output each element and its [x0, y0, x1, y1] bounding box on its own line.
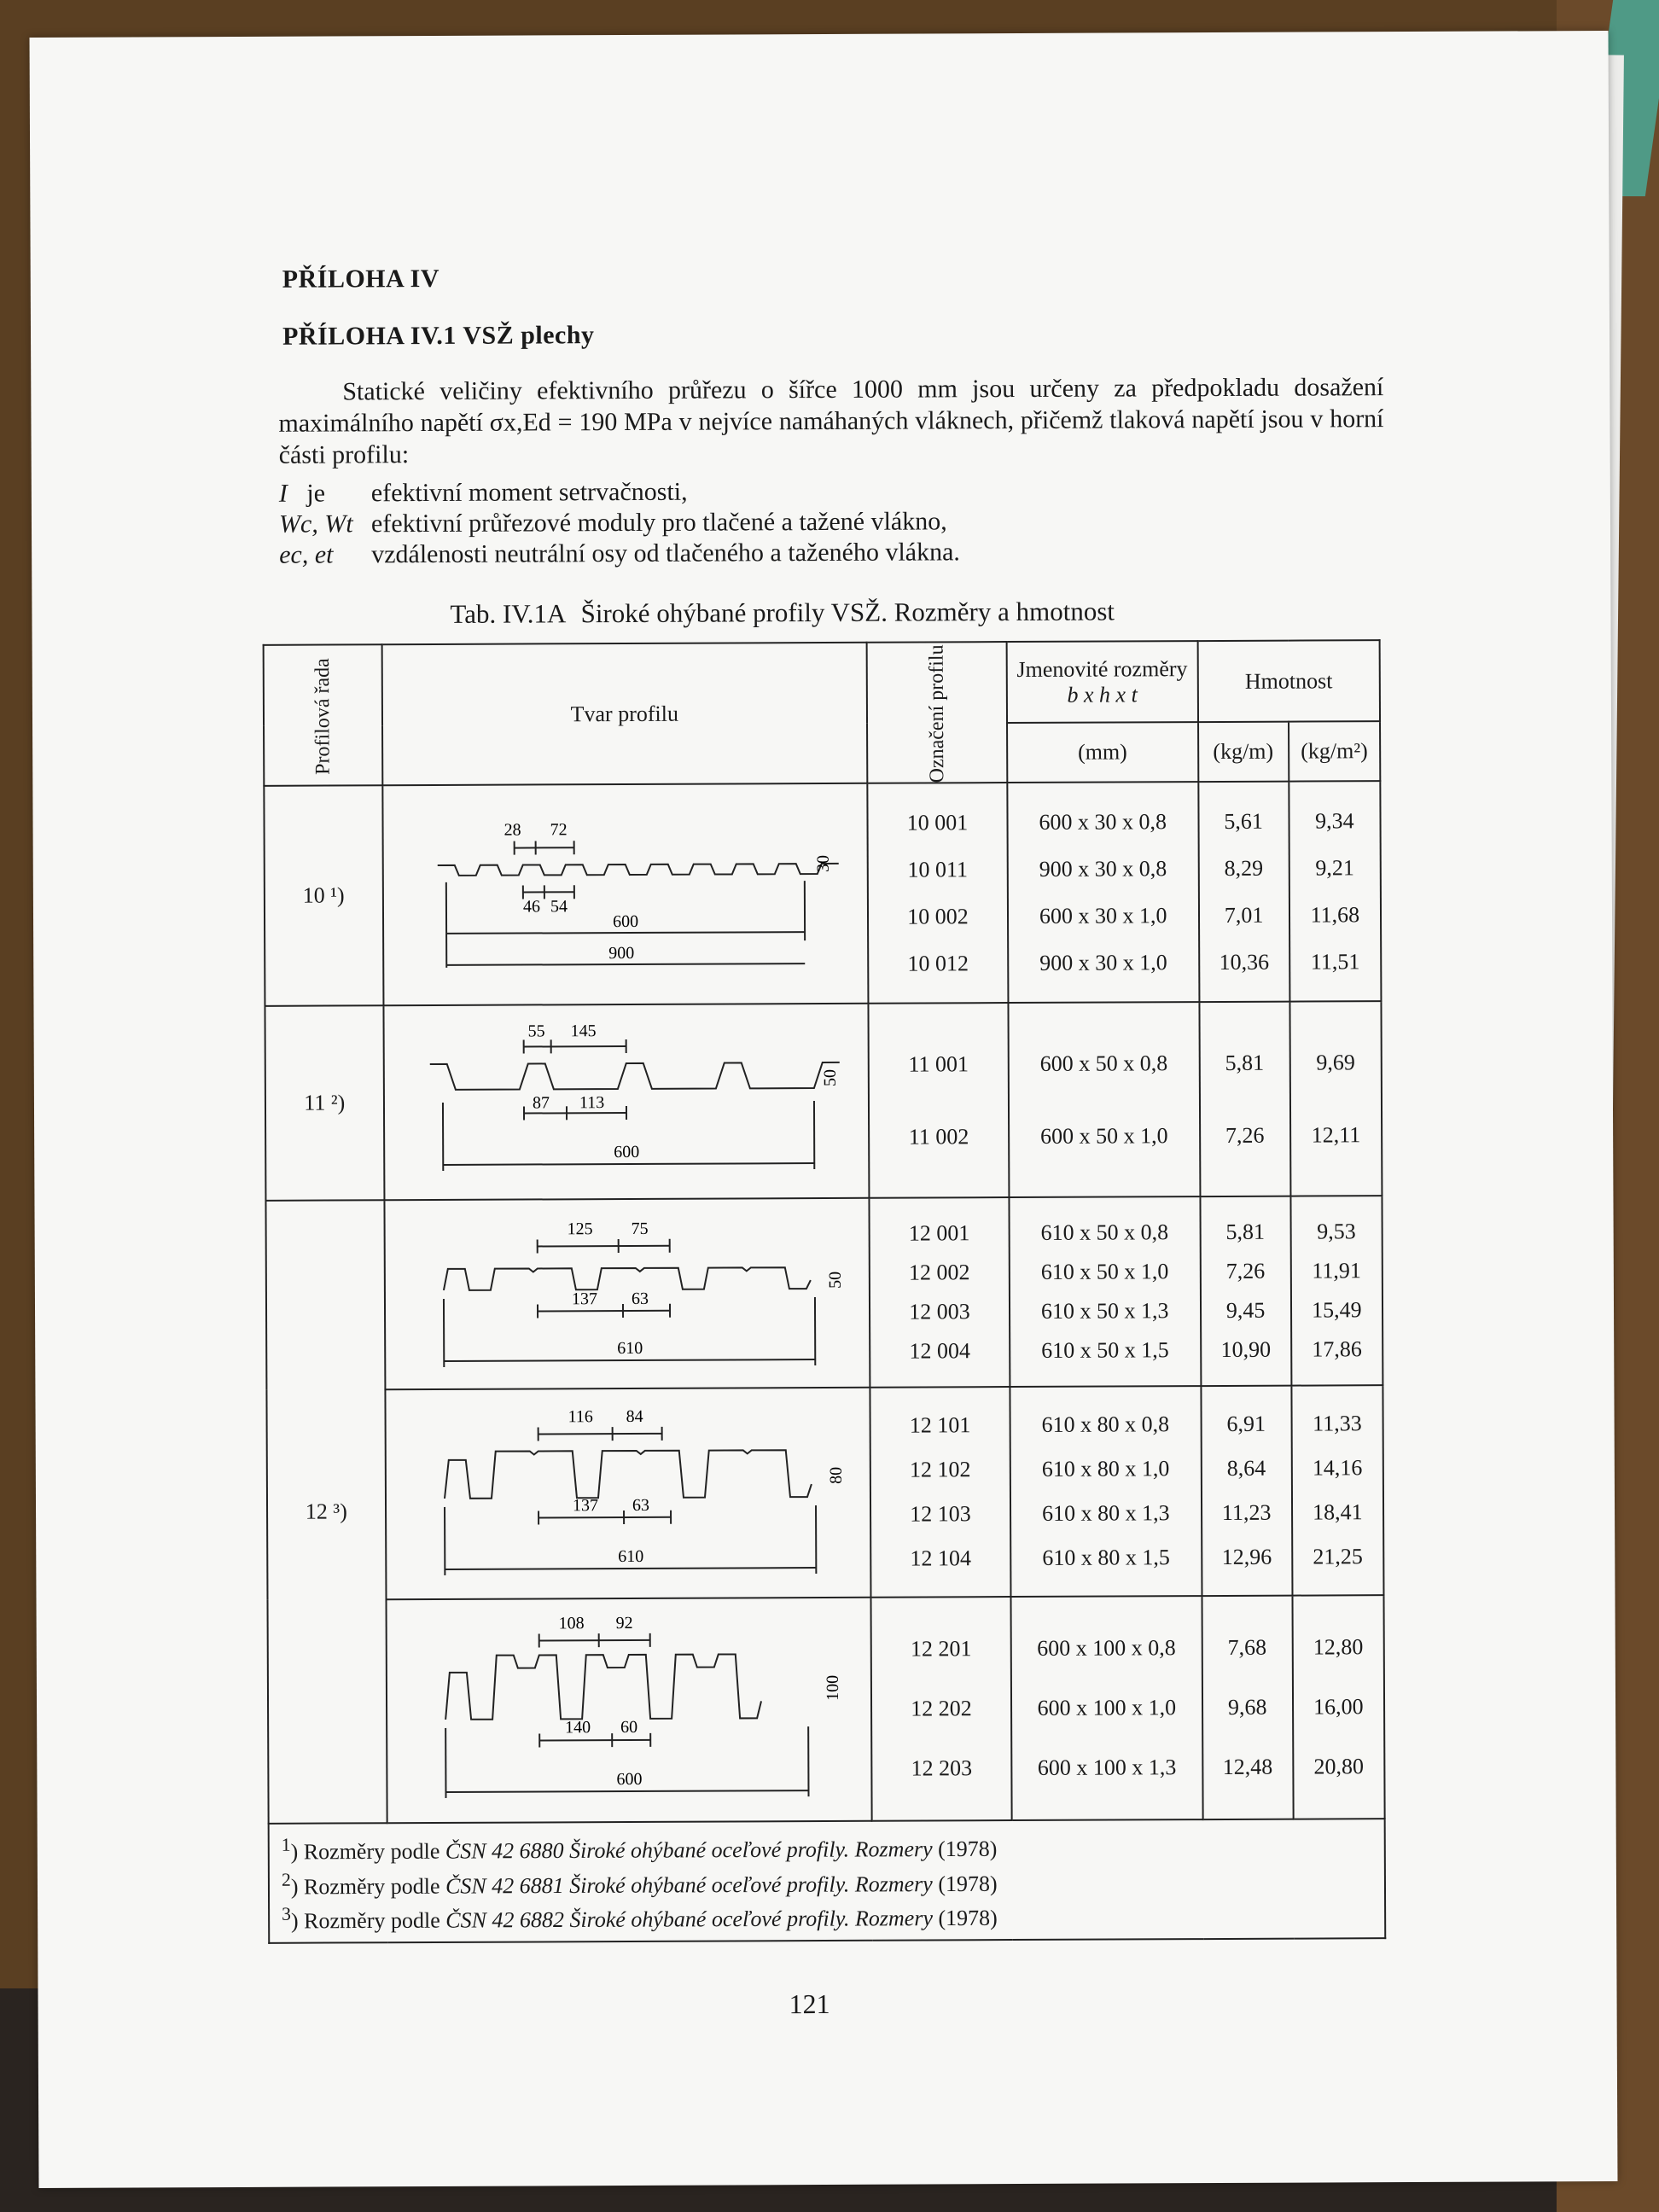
dim-bottom-b: 113	[579, 1093, 605, 1113]
dim-height: 30	[813, 854, 833, 873]
dim-bottom-a: 87	[532, 1093, 550, 1113]
mass-kgm2-cell: 9,69 12,11	[1289, 1001, 1382, 1196]
definition-row	[279, 506, 960, 539]
dim-bottom-b: 60	[620, 1717, 637, 1738]
dim-bottom-b: 63	[632, 1495, 649, 1515]
dim-top-b: 84	[626, 1406, 643, 1427]
dim-width-1: 600	[613, 1142, 640, 1162]
dim-top-b: 72	[550, 820, 568, 840]
mass-kgm-cell: 5,61 8,29 7,01 10,36	[1198, 782, 1289, 1002]
table-row	[265, 1196, 1382, 1390]
header-series: Profilová řada	[264, 644, 382, 786]
header-unit-kgm: (kg/m)	[1198, 722, 1289, 782]
footnotes	[269, 1819, 1386, 1943]
profile-drawing-cell	[382, 783, 868, 1005]
table-row	[268, 1595, 1385, 1824]
dimensions-cell: 610 x 80 x 0,8 610 x 80 x 1,0 610 x 80 x 1,3 610 x 80 x 1,5	[1010, 1386, 1202, 1597]
header-shape: Tvar profilu	[381, 643, 867, 785]
dim-top-b: 92	[615, 1613, 633, 1633]
dimensions-cell: 600 x 100 x 0,8 600 x 100 x 1,0 600 x 100 x 1,3	[1010, 1596, 1202, 1820]
definition-text: efektivní moment setrvačnosti,	[370, 477, 688, 508]
dim-width-1: 600	[612, 911, 638, 932]
dim-top-a: 125	[567, 1220, 593, 1239]
dimensions-cell: 610 x 50 x 0,8 610 x 50 x 1,0 610 x 50 x 1,3 610 x 50 x 1,5	[1009, 1196, 1201, 1387]
dim-height: 50	[820, 1068, 840, 1087]
header-unit-kgm2: (kg/m²)	[1289, 721, 1381, 781]
table-row	[264, 781, 1381, 1006]
dimensions-cell: 600 x 30 x 0,8 900 x 30 x 0,8 600 x 30 x 1,0 900 x 30 x 1,0	[1007, 782, 1199, 1003]
document-page	[30, 31, 1618, 2188]
intro-paragraph	[278, 371, 1383, 471]
header-unit-mm: (mm)	[1007, 722, 1198, 783]
header-designation: Označení profilu	[867, 642, 1008, 783]
definition-row	[279, 475, 960, 509]
definition-text: efektivní průřezové moduly pro tlačené a tažené vlákno,	[370, 507, 947, 538]
series-cell: 12 ³)	[265, 1200, 387, 1824]
dim-top-a: 116	[568, 1407, 593, 1427]
dim-width-1: 600	[616, 1769, 643, 1790]
definition-symbol: I je	[278, 479, 326, 508]
designation-cell: 11 001 11 002	[868, 1003, 1009, 1198]
dim-top-b: 75	[631, 1219, 649, 1238]
dim-width-1: 610	[618, 1546, 644, 1567]
definition-row	[279, 537, 960, 570]
mass-kgm2-cell: 11,33 14,16 18,41 21,25	[1291, 1385, 1383, 1595]
designation-cell: 10 001 10 011 10 002 10 012	[867, 783, 1008, 1004]
table-row	[265, 1001, 1382, 1201]
profile-drawing-cell	[384, 1198, 870, 1389]
dim-bottom-b: 63	[631, 1289, 649, 1308]
series-cell: 10 ¹)	[264, 785, 383, 1006]
series-cell: 11 ²)	[265, 1005, 384, 1201]
profile-12-100-drawing	[406, 1607, 851, 1813]
footnotes-row	[269, 1819, 1386, 1943]
table-caption-text: Široké ohýbané profily VSŽ. Rozměry a hmotnost	[580, 596, 1115, 629]
profile-10-drawing	[403, 795, 847, 993]
dim-bottom-a: 46	[522, 897, 540, 917]
mass-kgm-cell: 7,68 9,68 12,48	[1202, 1596, 1293, 1819]
mass-kgm2-cell: 12,80 16,00 20,80	[1292, 1595, 1385, 1819]
dim-top-b: 145	[570, 1022, 597, 1041]
definition-text: vzdálenosti neutrální osy od tlačeného a taženého vlákna.	[371, 538, 960, 569]
mass-kgm2-cell: 9,34 9,21 11,68 11,51	[1289, 781, 1381, 1001]
table-row	[266, 1385, 1383, 1600]
mass-kgm2-cell: 9,53 11,91 15,49 17,86	[1290, 1196, 1382, 1385]
definition-symbol: Wc, Wt	[278, 509, 353, 538]
dimensions-cell: 600 x 50 x 0,8 600 x 50 x 1,0	[1008, 1002, 1200, 1197]
dim-height: 80	[826, 1466, 846, 1484]
table-caption	[450, 597, 1115, 630]
dim-bottom-a: 137	[571, 1289, 597, 1309]
profile-drawing-cell	[383, 1004, 869, 1200]
definition-symbol: ec, et	[279, 540, 334, 569]
page-number: 121	[789, 1988, 830, 2020]
dim-bottom-b: 54	[550, 897, 568, 917]
definitions-list	[279, 475, 960, 570]
header-nominal-dimensions: Jmenovité rozměry b x h x t	[1007, 641, 1198, 723]
appendix-heading: PŘÍLOHA IV	[282, 264, 440, 294]
mass-kgm-cell: 5,81 7,26 9,45 10,90	[1200, 1196, 1291, 1386]
dim-width-2: 900	[608, 943, 635, 963]
profile-12-80-drawing	[405, 1399, 850, 1588]
dim-top-a: 55	[527, 1022, 545, 1041]
mass-kgm-cell: 5,81 7,26	[1199, 1002, 1290, 1196]
dim-top-a: 28	[504, 820, 521, 840]
header-mass: Hmotnost	[1197, 640, 1380, 722]
dim-height: 50	[825, 1271, 845, 1289]
designation-cell: 12 201 12 202 12 203	[870, 1597, 1011, 1821]
dim-height: 100	[823, 1674, 842, 1702]
profile-12-50-drawing	[405, 1208, 849, 1380]
dim-top-a: 108	[558, 1614, 585, 1633]
designation-cell: 12 101 12 102 12 103 12 104	[870, 1387, 1010, 1598]
dim-bottom-a: 137	[572, 1496, 598, 1516]
appendix-subheading: PŘÍLOHA IV.1 VSŽ plechy	[282, 321, 595, 351]
intro-text: Statické veličiny efektivního průřezu o šířce 1000 mm jsou určeny za předpokladu dosažení maximálního napětí σx,Ed = 190 MPa v nejvíce namáhaných vláknech, přičemž tlaková napětí jsou v horní části profilu:	[278, 373, 1384, 469]
footnote: $^3$) Rozměry podle ČSN 42 6882 Široké ohýbané oceľové profily. Rozmery (1978)	[282, 1904, 998, 1934]
footnote: $^2$) Rozměry podle ČSN 42 6881 Široké ohýbané oceľové profily. Rozmery (1978)	[281, 1869, 998, 1900]
mass-kgm-cell: 6,91 8,64 11,23 12,96	[1201, 1386, 1292, 1596]
profile-11-drawing	[404, 1011, 848, 1192]
profile-drawing-cell	[386, 1598, 871, 1823]
designation-cell: 12 001 12 002 12 003 12 004	[869, 1197, 1010, 1388]
table-caption-label: Tab. IV.1A	[450, 598, 567, 629]
profile-drawing-cell	[385, 1388, 870, 1599]
profiles-table	[263, 639, 1387, 1944]
dim-width-1: 610	[616, 1338, 643, 1359]
footnote: $^1$) Rozměry podle ČSN 42 6880 Široké ohýbané oceľové profily. Rozmery (1978)	[281, 1834, 998, 1865]
dim-bottom-a: 140	[564, 1718, 591, 1738]
